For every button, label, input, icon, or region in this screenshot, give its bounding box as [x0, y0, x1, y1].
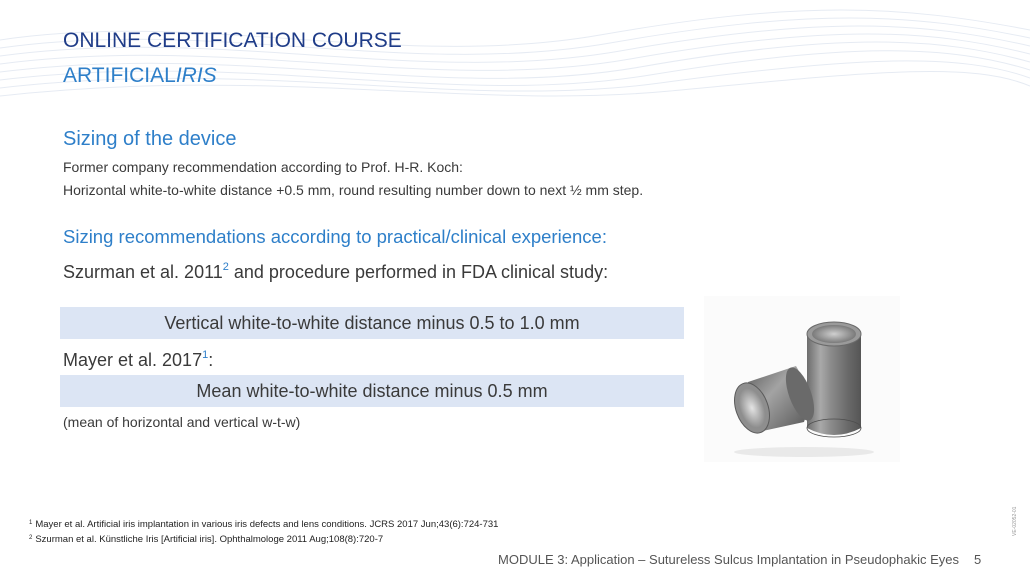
- mayer-ref: 1: [202, 349, 209, 361]
- subtitle-italic: IRIS: [175, 64, 217, 87]
- mayer-colon: :: [208, 350, 214, 370]
- footnote-1-num: 1: [29, 520, 33, 526]
- footnote-1-text: Mayer et al. Artificial iris implantation in various iris defects and lens conditions. JCRS 2017 Jun;43(6):724-731: [35, 519, 499, 530]
- recommendations-heading: Sizing recommendations according to practical/clinical experience:: [63, 226, 607, 247]
- wtw-note: (mean of horizontal and vertical w-t-w): [63, 414, 301, 430]
- mayer-text: Mayer et al. 2017: [63, 350, 203, 370]
- szurman-line: [63, 261, 608, 283]
- document-code: VE-02052-01: [1012, 506, 1018, 536]
- mean-wtw-text: Mean white-to-white distance minus 0.5 mm: [196, 380, 548, 401]
- course-title: ONLINE CERTIFICATION COURSE: [63, 29, 402, 52]
- footnote-2-text: Szurman et al. Künstliche Iris [Artificial iris]. Ophthalmologe 2011 Aug;108(8):720-7: [35, 534, 384, 545]
- background-waves: [0, 0, 1030, 110]
- module-footer: MODULE 3: Application – Sutureless Sulcus Implantation in Pseudophakic Eyes: [498, 552, 960, 567]
- page-number: 5: [974, 552, 982, 567]
- subtitle-plain: ARTIFICIAL: [63, 64, 176, 87]
- footnote-1: [29, 519, 498, 530]
- mean-wtw-box: [60, 375, 684, 407]
- szurman-text: Szurman et al. 2011: [63, 262, 223, 282]
- course-subtitle: [63, 64, 217, 88]
- mayer-line: [63, 349, 213, 371]
- szurman-text-after: and procedure performed in FDA clinical study:: [228, 262, 609, 282]
- sizing-heading: Sizing of the device: [63, 128, 237, 150]
- sizing-line-1: Former company recommendation according to Prof. H-R. Koch:: [63, 159, 463, 175]
- sizing-line-2: Horizontal white-to-white distance +0.5 mm, round resulting number down to next ½ mm step.: [63, 182, 644, 198]
- vertical-wtw-box: [60, 307, 684, 339]
- vertical-wtw-text: Vertical white-to-white distance minus 0.5 to 1.0 mm: [164, 312, 580, 333]
- szurman-ref: 2: [222, 261, 229, 273]
- sizing-cylinders-image: [704, 296, 900, 462]
- footnote-2: [29, 534, 383, 545]
- footnote-2-num: 2: [29, 535, 33, 541]
